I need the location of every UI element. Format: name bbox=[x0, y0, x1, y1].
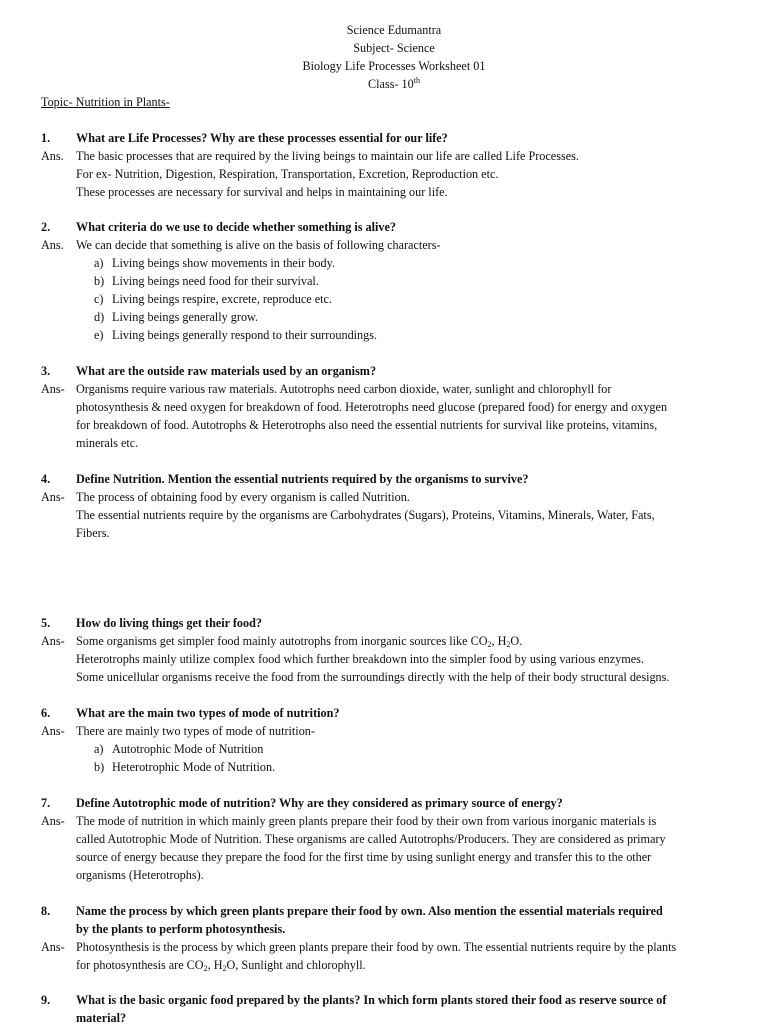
answer-text: The basic processes that are required by the living beings to maintain our life are called Life Processes. For ex- Nutrition, Digestion, Respiration, Transportation, Excretion, Reproduction etc. These processes are necessary for survival and helps in maintaining our life. bbox=[76, 149, 579, 199]
answer-label: Ans. bbox=[41, 149, 64, 163]
question-8 bbox=[41, 902, 741, 974]
answer-text: Organisms require various raw materials. Autotrophs need carbon dioxide, water, sunlight and chlorophyll for photosynthesis & need oxygen for breakdown of food. Heterotrophs need glucose (prepared food) for energy and oxygen for breakdown of food. Autotrophs & Heterotrophs also need the essential nutrients for survival like proteins, vitamins, minerals etc. bbox=[76, 382, 668, 450]
answer-text: There are mainly two types of mode of nutrition- a) Autotrophic Mode of Nutrition b) Heterotrophic Mode of Nutrition. bbox=[76, 722, 741, 776]
criteria-list bbox=[76, 254, 741, 344]
question-text: What is the basic organic food prepared by the plants? In which form plants stored their food as reserve source of material? bbox=[76, 993, 667, 1025]
question-number: 3. bbox=[41, 364, 51, 378]
question-number: 9. bbox=[41, 993, 51, 1007]
question-text: Define Nutrition. Mention the essential nutrients required by the organisms to survive? bbox=[76, 472, 529, 486]
question-number: 1. bbox=[41, 131, 51, 145]
question-number: 6. bbox=[41, 706, 51, 720]
question-5 bbox=[41, 614, 741, 686]
worksheet-title: Biology Life Processes Worksheet 01 bbox=[302, 59, 486, 73]
document-header bbox=[0, 21, 768, 93]
answer-label: Ans- bbox=[41, 814, 65, 828]
subject-line: Subject- Science bbox=[353, 41, 435, 55]
question-number: 2. bbox=[41, 220, 51, 234]
answer-label: Ans- bbox=[41, 634, 65, 648]
question-text: Define Autotrophic mode of nutrition? Why are they considered as primary source of energy? bbox=[76, 796, 563, 810]
question-number: 4. bbox=[41, 472, 51, 486]
list-item: a) Living beings show movements in their body. bbox=[94, 256, 335, 270]
answer-text: We can decide that something is alive on the basis of following characters- a) Living beings show movements in their body. b) Living beings need food for their survival. c) Living beings respire, excrete, reproduce etc. d) Living beings generally grow. e) Living beings generally respond to their surroundings. bbox=[76, 236, 741, 344]
answer-label: Ans- bbox=[41, 382, 65, 396]
question-number: 7. bbox=[41, 796, 51, 810]
answer-label: Ans- bbox=[41, 940, 65, 954]
question-text: What are the outside raw materials used by an organism? bbox=[76, 364, 377, 378]
question-text: Name the process by which green plants prepare their food by own. Also mention the essential materials required by the plants to perform photosynthesis. bbox=[76, 904, 663, 936]
question-number: 5. bbox=[41, 616, 51, 630]
list-item: c) Living beings respire, excrete, reproduce etc. bbox=[94, 292, 332, 306]
question-9 bbox=[41, 991, 741, 1027]
question-text: What criteria do we use to decide whether something is alive? bbox=[76, 220, 396, 234]
answer-text: The mode of nutrition in which mainly green plants prepare their food by their own from various inorganic materials is called Autotrophic Mode of Nutrition. These organisms are called Autotrophs/Producers. They are considered as primary source of energy because they prepare the food for the first time by using sunlight energy and transfer this to the other organisms (Heterotrophs). bbox=[76, 814, 666, 882]
question-4 bbox=[41, 470, 741, 542]
answer-text: Some organisms get simpler food mainly autotrophs from inorganic sources like $CO_2$, $H_2O$. Heterotrophs mainly utilize complex food which further breakdown into the simpler food by using various enzymes. Some unicellular organisms receive the food from the surroundings directly with the help of their body structural designs. bbox=[76, 634, 670, 684]
list-item: d) Living beings generally grow. bbox=[94, 310, 259, 324]
question-3 bbox=[41, 362, 741, 452]
answer-label: Ans- bbox=[41, 724, 65, 738]
list-item: a) Autotrophic Mode of Nutrition bbox=[94, 742, 264, 756]
topic-heading: Topic- Nutrition in Plants- bbox=[41, 95, 170, 109]
list-item: b) Living beings need food for their survival. bbox=[94, 274, 319, 288]
list-item: b) Heterotrophic Mode of Nutrition. bbox=[94, 760, 276, 774]
answer-label: Ans. bbox=[41, 238, 64, 252]
answer-text: Photosynthesis is the process by which green plants prepare their food by own. The essential nutrients require by the plants for photosynthesis are $CO_2$, $H_2O$, Sunlight and chlorophyll. bbox=[76, 940, 677, 973]
answer-text: The process of obtaining food by every organism is called Nutrition. The essential nutrients require by the organisms are Carbohydrates (Sugars), Proteins, Vitamins, Minerals, Water, Fats, Fibers. bbox=[76, 490, 655, 540]
mode-list bbox=[76, 740, 741, 776]
question-text: How do living things get their food? bbox=[76, 616, 262, 630]
publisher-title: Science Edumantra bbox=[346, 23, 442, 37]
question-number: 8. bbox=[41, 904, 51, 918]
question-text: What are the main two types of mode of nutrition? bbox=[76, 706, 340, 720]
question-7 bbox=[41, 794, 741, 884]
answer-label: Ans- bbox=[41, 490, 65, 504]
question-6 bbox=[41, 704, 741, 776]
question-1 bbox=[41, 129, 741, 201]
class-line: Class- 10th bbox=[368, 76, 420, 91]
question-text: What are Life Processes? Why are these processes essential for our life? bbox=[76, 131, 448, 145]
question-2 bbox=[41, 218, 741, 344]
list-item: e) Living beings generally respond to their surroundings. bbox=[94, 328, 378, 342]
